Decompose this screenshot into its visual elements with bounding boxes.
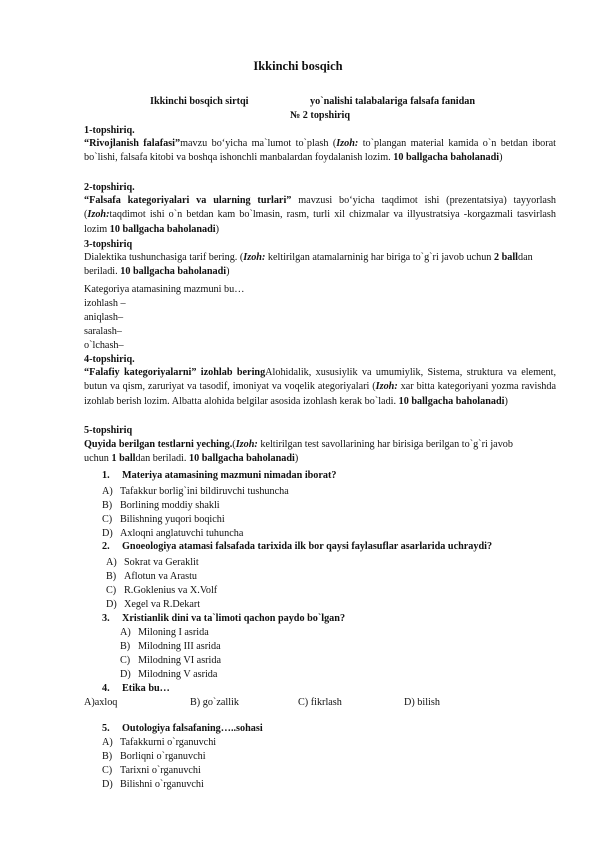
task1-topic: “Rivojlanish falafasi”	[84, 138, 181, 149]
task4-heading: 4-topshiriq.	[84, 354, 135, 365]
task4-note: xar bitta kategoriyani yozma ravishda izohlab berish lozim. Albatta alohida belgilar asosida izohlash kerak bo`ladi.	[84, 381, 557, 407]
option-text: Bilishni o`rganuvchi	[120, 779, 204, 790]
task4-body	[84, 366, 556, 409]
task3-close: )	[226, 266, 230, 278]
option-text: axloq	[94, 697, 118, 708]
option-text: Borliqni o`rganuvchi	[120, 751, 206, 762]
task3-item: saralash–	[84, 326, 122, 337]
option-text: Milodning V asrida	[138, 669, 218, 680]
task5-heading: 5-topshiriq	[84, 425, 133, 436]
question-text: Outologiya falsafaning…..sohasi	[122, 723, 263, 734]
task5-note2b: dan beriladi.	[135, 453, 189, 464]
option-text: Sokrat va Geraklit	[124, 557, 199, 568]
option-letter: A)	[102, 737, 113, 748]
question-text: Gnoeologiya atamasi falsafada tarixida ilk bor qaysi faylasuflar asarlarida uchraydi?	[122, 541, 493, 552]
option-letter: B)	[102, 500, 113, 511]
option-text: Tafakkur borlig`ini bildiruvchi tushuncha	[120, 486, 289, 497]
task2-body	[84, 194, 556, 237]
task4-score: 10 ballgacha baholanadi	[398, 395, 505, 407]
task1-close: )	[499, 152, 503, 164]
option-letter: C)	[120, 655, 131, 666]
inline-option	[298, 697, 342, 709]
inline-option	[404, 697, 440, 709]
option-letter: C)	[102, 765, 113, 776]
option-letter: B)	[106, 571, 117, 582]
task1-body	[84, 137, 556, 166]
option-letter: A)	[106, 557, 117, 568]
task3-heading: 3-topshiriq	[84, 239, 133, 250]
task3-item: o`lchash–	[84, 340, 124, 351]
task3-item: izohlash –	[84, 298, 126, 309]
task5-topic: Quyida berilgan testlarni yeching.	[84, 439, 233, 450]
task1-text: mavzu bo‘yicha ma`lumot to`plash (	[180, 138, 337, 149]
option-text: Tarixni o`rganuvchi	[120, 765, 201, 776]
option-text: bilish	[417, 697, 440, 708]
task4-izoh: Izoh:	[375, 381, 398, 393]
task4-close: )	[504, 395, 508, 407]
option-text: Miloning I asrida	[138, 627, 209, 638]
option-letter: B)	[120, 641, 131, 652]
option-letter: A)	[102, 486, 113, 497]
option-letter: D)	[102, 528, 113, 539]
inline-option	[84, 697, 117, 709]
option-text: Tafakkurni o`rganuvchi	[120, 737, 217, 748]
task2-topic: “Falsafa kategoriyalari va ularning turlari”	[84, 195, 292, 206]
task5-score: 10 ballgacha baholanadi	[188, 453, 295, 464]
option-letter: B)	[102, 751, 113, 762]
option-letter: A)	[120, 627, 131, 638]
task5-line2	[84, 453, 298, 465]
task5-ball: 1 ball	[111, 453, 136, 464]
option-text: Bilishning yuqori boqichi	[120, 514, 225, 525]
header-left: Ikkinchi bosqich sirtqi	[150, 96, 249, 107]
task2-text: mavzusi bo‘yicha taqdimot ishi (prezentatsiya) tayyorlash (	[84, 195, 556, 221]
task1-izoh: Izoh:	[336, 138, 359, 149]
page-title: Ikkinchi bosqich	[253, 59, 343, 73]
option-letter: D)	[106, 599, 117, 610]
question-text: Xristianlik dini va ta`limoti qachon paydo bo`lgan?	[122, 613, 346, 624]
option-letter: C)	[298, 697, 309, 708]
option-text: Milodning VI asrida	[138, 655, 222, 666]
question-number: 3.	[102, 613, 110, 624]
task3-question: Kategoriya atamasining mazmuni bu…	[84, 284, 245, 295]
option-text: Axloqni anglatuvchi tuhuncha	[120, 528, 244, 539]
option-text: Borlining moddiy shakli	[120, 500, 220, 511]
option-text: Aflotun va Arastu	[124, 571, 197, 582]
task5-line1	[84, 439, 513, 451]
option-letter: B)	[190, 697, 201, 708]
option-letter: A)	[84, 697, 95, 708]
task1-score: 10 ballgacha baholanadi	[393, 152, 500, 164]
header-right: yo`nalishi talabalariga falsafa fanidan	[310, 96, 476, 107]
question-number: 2.	[102, 541, 110, 552]
question-text: Materiya atamasining mazmuni nimadan iborat?	[122, 470, 337, 481]
task5-izoh: Izoh:	[235, 439, 258, 450]
task3-text: Dialektika tushunchasiga tarif bering. (	[84, 252, 244, 263]
option-text: R.Goklenius va X.Volf	[124, 585, 218, 596]
task5-note: keltirilgan test savollarining har birisiga berilgan to`g`ri javob	[257, 439, 513, 450]
option-letter: D)	[120, 669, 131, 680]
task5-open: (	[232, 439, 236, 450]
option-text: fikrlash	[310, 697, 342, 708]
task4-topic: “Falafiy kategoriyalarni” izohlab bering	[84, 367, 266, 378]
task5-close: )	[294, 453, 299, 464]
question-number: 1.	[102, 470, 110, 481]
task2-note: taqdimot ishi o`n betdan kam bo`lmasin, rasm, turli xil chizmalar va illyustratsiya -korgazmali tasvirlash lozim	[84, 209, 556, 235]
question-number: 4.	[102, 683, 110, 694]
task3-body	[84, 251, 544, 280]
header-number: № 2 topshiriq	[290, 110, 351, 121]
option-text: go`zallik	[202, 697, 239, 708]
task3-score: 10 ballgacha baholanadi	[120, 266, 227, 278]
task2-close: )	[215, 223, 220, 235]
task3-ball: 2 ball	[493, 252, 519, 263]
option-letter: D)	[102, 779, 113, 790]
task5-note2a: uchun	[84, 453, 112, 464]
task1-heading: 1-topshiriq.	[84, 125, 135, 136]
task2-heading: 2-topshiriq.	[84, 182, 135, 193]
option-letter: C)	[106, 585, 117, 596]
question-text: Etika bu…	[122, 683, 170, 694]
option-letter: D)	[404, 697, 415, 708]
question-number: 5.	[102, 723, 110, 734]
task4-text: Alohidalik, xususiylik va umumiylik, Sistema, struktura va element, butun va qism, zaruriyat va tasodif, imoniyat va voqelik ategoriyalari (	[84, 367, 556, 393]
inline-option	[190, 697, 239, 709]
task3-izoh: Izoh:	[243, 252, 266, 263]
task2-izoh: Izoh:	[87, 209, 110, 221]
option-letter: C)	[102, 514, 113, 525]
option-text: Xegel va R.Dekart	[124, 599, 201, 610]
task2-score: 10 ballgacha baholanadi	[109, 223, 216, 235]
option-text: Milodning III asrida	[138, 641, 221, 652]
task3-note2: dan beriladi.	[84, 252, 533, 278]
task3-note: keltirilgan atamalarninig har biriga to`g`ri javob uchun	[265, 252, 494, 263]
task1-note: to`plangan material kamida o`n betdan iborat bo`lishi, falsafa kitobi va boshqa ishonchli manbalardan foydalanish lozim.	[84, 138, 557, 164]
task3-item: aniqlash–	[84, 312, 124, 323]
